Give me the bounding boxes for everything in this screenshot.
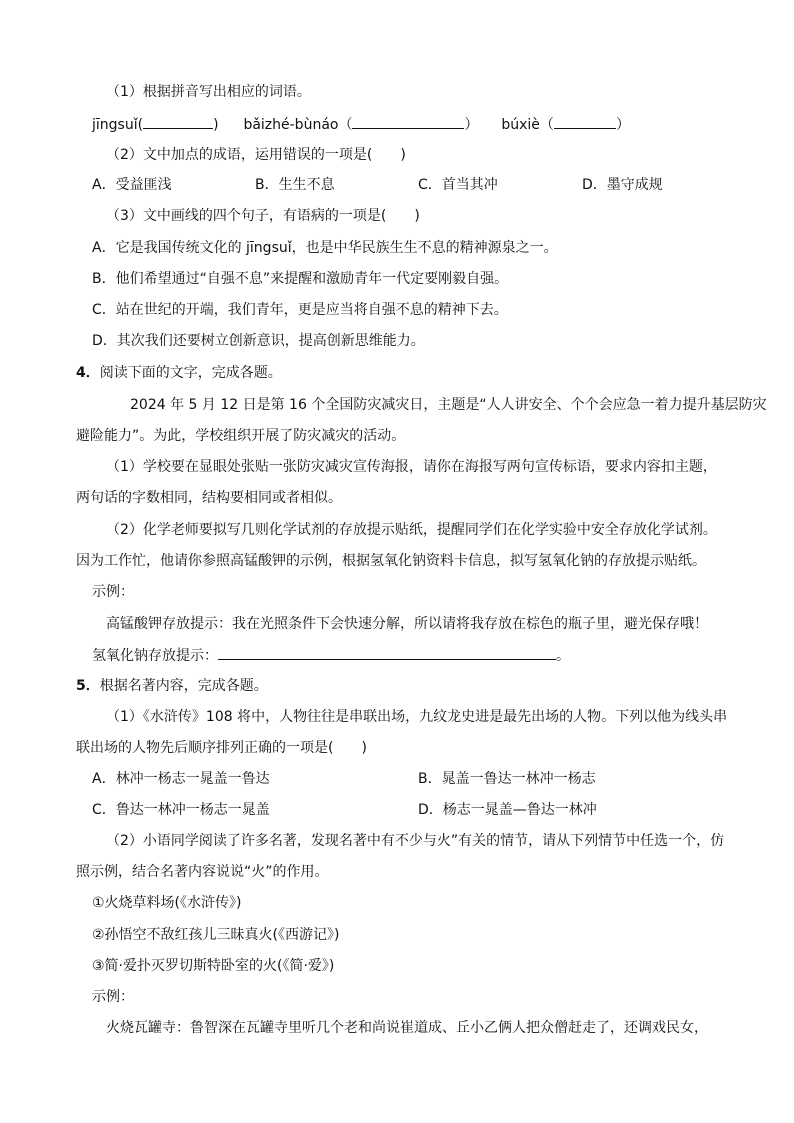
q5-number: 5． [76,678,100,694]
pinyin-2-blank[interactable] [352,114,464,129]
q5-item-2: ②孙悟空不敌红孩儿三昧真火(《西游记》) [92,927,340,943]
q4-title: 阅读下面的文字，完成各题。 [99,365,282,381]
q4-sub1-line-1: （1）学校要在显眼处张贴一张防灾减灾宣传海报，请你在海报写两句宣传标语，要求内容扣主题， [106,459,717,475]
q5-sub1-option-a: A．林冲一杨志一晁盖一鲁达 [92,771,270,787]
q4-example-text: 高锰酸钾存放提示：我在光照条件下会快速分解，所以请将我存放在棕色的瓶子里，避光保存哦！ [106,616,708,632]
q5-sub1-option-d: D．杨志一晁盖—鲁达一林冲 [418,802,597,818]
q4-sub2-line-1: （2）化学老师要拟写几则化学试剂的存放提示贴纸，提醒同学们在化学实验中安全存放化学试剂。 [106,522,717,538]
q5-example-text: 火烧瓦罐寺：鲁智深在瓦罐寺里听几个老和尚说崔道成、丘小乙俩人把众僧赶走了，还调戏民女， [106,1020,708,1036]
q4-answer-row [92,645,570,666]
q4-paragraph-line-2: 避险能力”。为此，学校组织开展了防灾减灾的活动。 [76,428,406,444]
q4-number: 4． [76,365,100,381]
q4-answer-label: 氢氧化钠存放提示： [92,648,218,664]
q3-sub1-text: （1）根据拼音写出相应的词语。 [106,84,311,100]
q3-sub2-text: （2）文中加点的成语，运用错误的一项是( ) [106,147,406,163]
q5-heading [76,676,268,696]
q4-answer-end: 。 [556,648,570,664]
q5-title: 根据名著内容，完成各题。 [99,678,268,694]
q5-example-label: 示例： [92,989,134,1005]
q5-sub2-line-1: （2）小语同学阅读了许多名著，发现名著中有不少与火”有关的情节，请从下列情节中任选一个，仿 [106,833,725,849]
q5-sub1-option-b: B．晁盖一鲁达一林冲一杨志 [418,771,596,787]
pinyin-row [92,114,630,135]
q3-sub3-text: （3）文中画线的四个句子，有语病的一项是( ) [106,208,420,224]
q3-sub3-option-a: A．它是我国传统文化的 jīngsuǐ，也是中华民族生生不息的精神源泉之一。 [92,240,558,256]
pinyin-2-label: bǎizhé-bùnáo（ [243,117,353,133]
q3-sub2-option-c: C．首当其冲 [418,177,498,193]
q3-sub2-option-b: B．生生不息 [255,177,335,193]
q5-sub1-option-c: C．鲁达一林冲一杨志一晁盖 [92,802,270,818]
q5-sub1-line-1: （1）《水浒传》108 将中，人物往往是串联出场，九纹龙史进是最先出场的人物。下列以他为线头串 [106,709,728,725]
pinyin-1-end: ) [213,117,219,133]
q4-example-label: 示例： [92,584,134,600]
pinyin-3-end: ） [615,117,630,133]
q5-sub2-line-2: 照示例，结合名著内容说说“火”的作用。 [76,864,329,880]
q4-answer-blank[interactable] [218,645,556,660]
q3-sub3-option-b: B．他们希望通过“自强不息”来提醒和激励青年一代定要刚毅自强。 [92,271,509,287]
q5-item-3: ③简·爱扑灭罗切斯特卧室的火(《简·爱》) [92,958,335,974]
q4-paragraph-line-1: 2024 年 5 月 12 日是第 16 个全国防灾减灾日，主题是“人人讲安全、个个会应急一着力提升基层防灾 [130,397,767,413]
q5-item-1: ①火烧草料场(《水浒传》) [92,895,242,911]
q4-sub1-line-2: 两句话的字数相同，结构要相同或者相似。 [76,490,342,506]
q3-sub2-option-d: D．墨守成规 [582,177,663,193]
pinyin-1-blank[interactable] [143,114,213,129]
pinyin-3-blank[interactable] [554,114,616,129]
q3-sub3-option-c: C．站在世纪的开端，我们青年，更是应当将自强不息的精神下去。 [92,302,508,318]
q3-sub3-option-d: D．其次我们还要树立创新意识，提高创新思维能力。 [92,333,425,349]
pinyin-1-label: jīngsuǐ( [92,117,144,133]
q4-heading [76,363,282,383]
pinyin-2-end: ） [464,117,479,133]
q5-sub1-line-2: 联出场的人物先后顺序排列正确的一项是( ) [76,740,367,756]
q3-sub2-option-a: A．受益匪浅 [92,177,172,193]
q4-sub2-line-2: 因为工作忙，他请你参照高锰酸钾的示例，根据氢氧化钠资料卡信息，拟写氢氧化钠的存放提示贴纸。 [76,553,706,569]
pinyin-3-label: búxiè（ [501,117,554,133]
